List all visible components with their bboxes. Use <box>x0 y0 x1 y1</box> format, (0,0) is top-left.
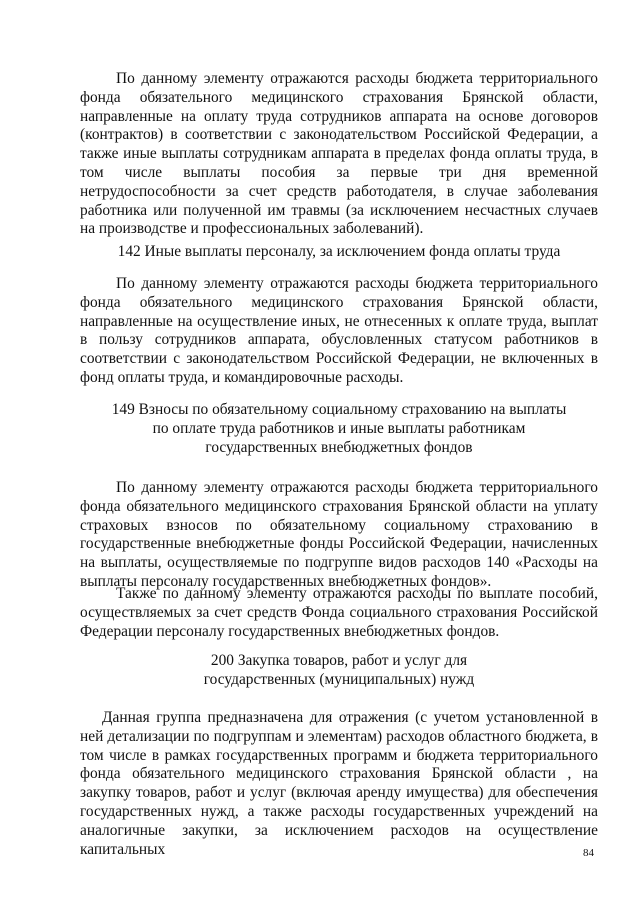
paragraph-149-benefits: Также по данному элементу отражаются расходы по выплате пособий, осуществляемых за счет средств Фонда социального страхования Российской Федерации персоналу государственных внебюджетных фондов. <box>80 585 598 640</box>
heading-142: 142 Иные выплаты персоналу, за исключением фонда оплаты труда <box>117 243 561 260</box>
heading-200-line-1: 200 Закупка товаров, работ и услуг для <box>210 652 468 669</box>
page-number: 84 <box>583 847 594 859</box>
paragraph-142-description: По данному элементу отражаются расходы бюджета территориального фонда обязательного медицинского страхования Брянской области, направленные на осуществление иных, не отнесенных к оплате труда, выплат в пользу сотрудников аппарата, обусловленных статусом работников в соответствии с законодательством Российской Федерации, не включенных в фонд оплаты труда, и командировочные расходы. <box>80 275 598 386</box>
heading-149 <box>80 401 598 457</box>
paragraph-141-description: По данному элементу отражаются расходы бюджета территориального фонда обязательного медицинского страхования Брянской области, направленные на оплату труда сотрудников аппарата на основе договоров (контрактов) в соответствии с законодательством Российской Федерации, а также иные выплаты сотрудникам аппарата в пределах фонда оплаты труда, в том числе выплаты пособия за первые три дня временной нетрудоспособности за счет средств работодателя, в случае заболевания работника или полученной им травмы (за исключением несчастных случаев на производстве и профессиональных заболеваний). <box>80 70 598 238</box>
heading-200-line-2: государственных (муниципальных) нужд <box>203 670 475 688</box>
paragraph-200-description: Данная группа предназначена для отражения (с учетом установленной в ней детализации по подгруппам и элементам) расходов областного бюджета, в том числе в рамках государственных программ и бюджета территориального фонда обязательного медицинского страхования Брянской области , на закупку товаров, работ и услуг (включая аренду имущества) для обеспечения государственных нужд, а также расходы государственных учреждений на аналогичные закупки, за исключением расходов на осуществление капитальных <box>80 709 598 858</box>
paragraph-149-description: По данному элементу отражаются расходы бюджета территориального фонда обязательного медицинского страхования Брянской области на уплату страховых взносов по обязательному социальному страхованию в государственные внебюджетные фонды Российской Федерации, начисленных на выплаты, осуществляемые по подгруппе видов расходов 140 «Расходы на выплаты персоналу государственных внебюджетных фондов». <box>80 479 598 590</box>
heading-149-line-3: государственных внебюджетных фондов <box>205 438 473 456</box>
heading-200 <box>80 652 598 690</box>
heading-149-line-1: 149 Взносы по обязательному социальному страхованию на выплаты <box>111 401 567 418</box>
heading-149-line-2: по оплате труда работников и иные выплаты работникам <box>152 419 526 437</box>
